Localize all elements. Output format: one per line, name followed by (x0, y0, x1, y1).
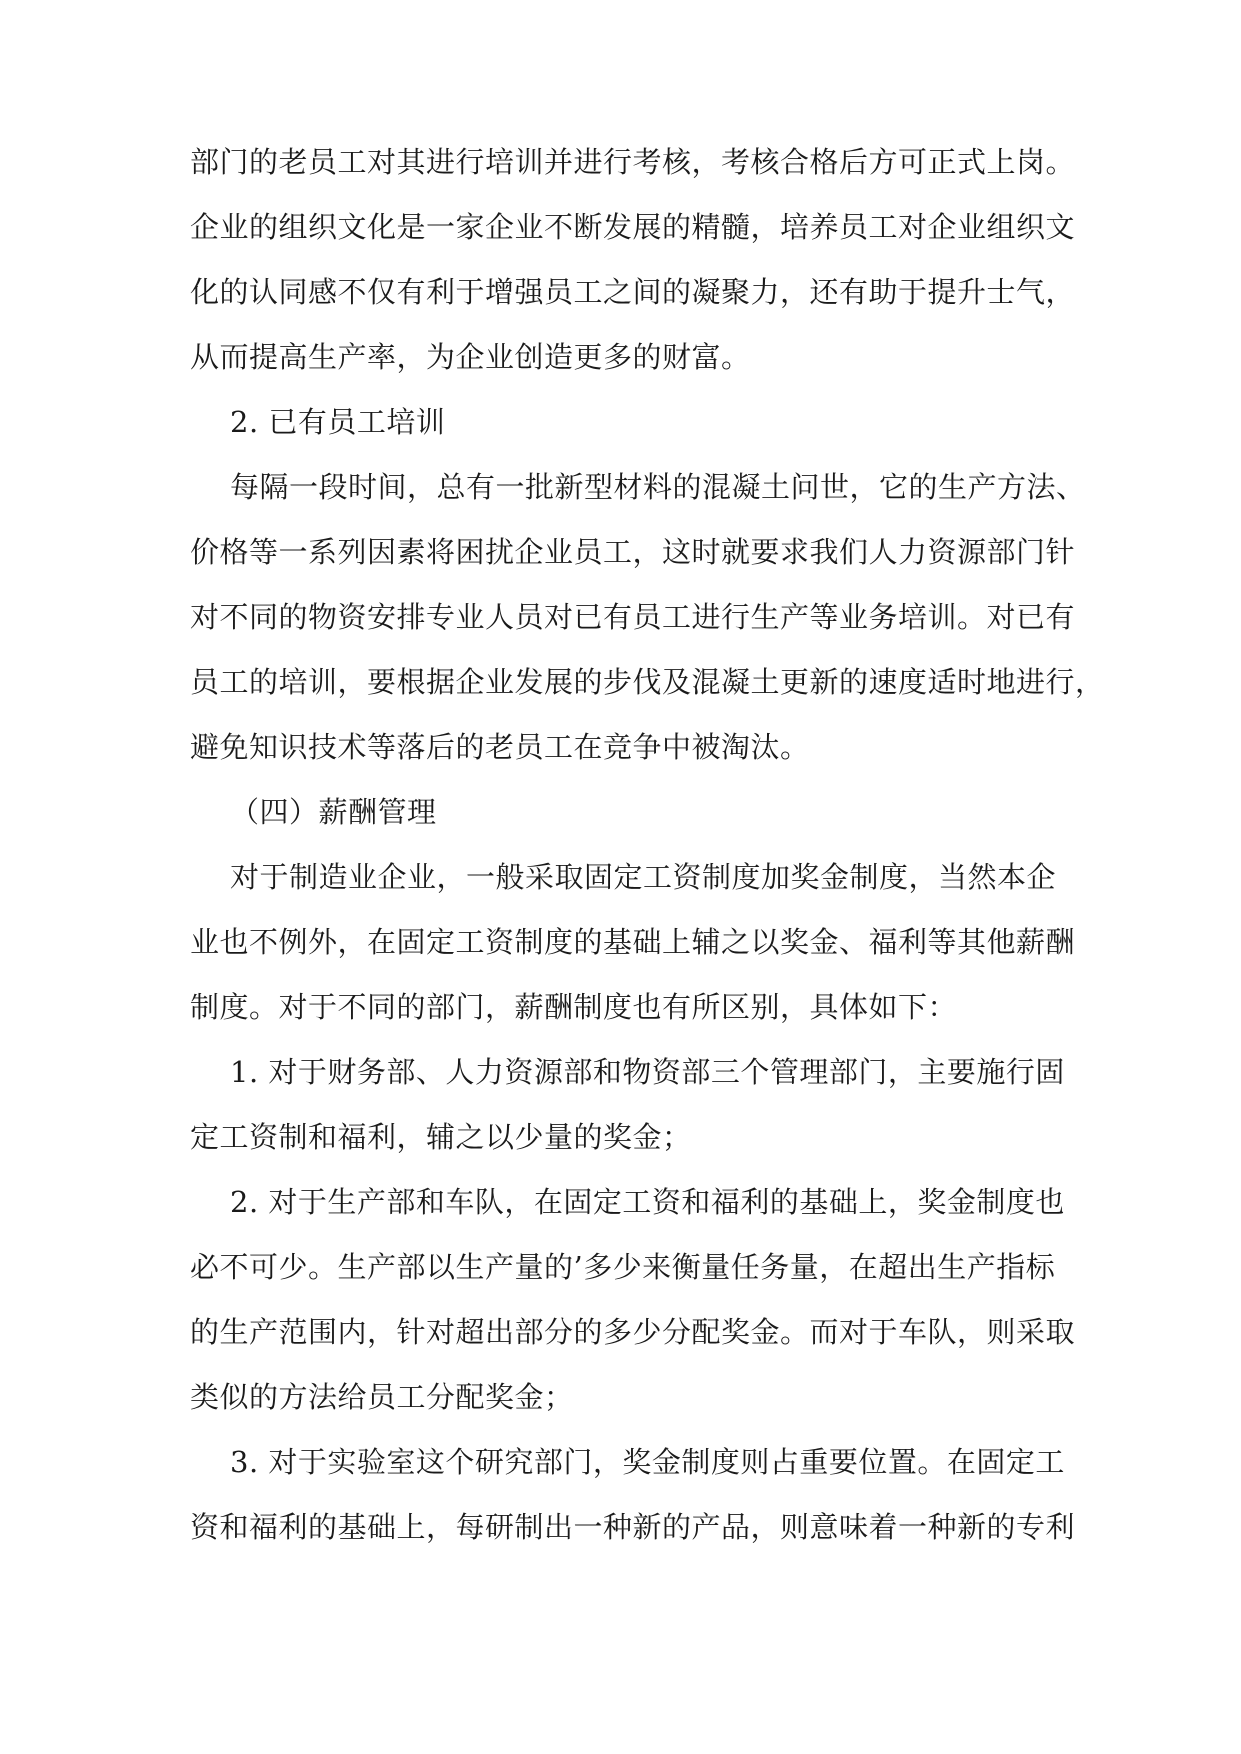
text-line: 从而提高生产率，为企业创造更多的财富。 (190, 340, 751, 374)
text-line: 的生产范围内，针对超出部分的多少分配奖金。而对于车队，则采取 (190, 1315, 1076, 1349)
text-line: 定工资制和福利，辅之以少量的奖金； (190, 1120, 692, 1154)
list-item-3: 3. 对于实验室这个研究部门，奖金制度则占重要位置。在固定工 (230, 1445, 1065, 1479)
text-line: 价格等一系列因素将困扰企业员工，这时就要求我们人力资源部门针 (190, 535, 1076, 569)
text-line: 对不同的物资安排专业人员对已有员工进行生产等业务培训。对已有 (190, 600, 1076, 634)
section-heading: （四）薪酬管理 (230, 795, 437, 829)
paragraph-start: 每隔一段时间，总有一批新型材料的混凝土问世，它的生产方法、 (230, 470, 1086, 504)
text-line: 类似的方法给员工分配奖金； (190, 1380, 574, 1414)
text-line: 资和福利的基础上，每研制出一种新的产品，则意味着一种新的专利 (190, 1510, 1076, 1544)
text-line: 业也不例外，在固定工资制度的基础上辅之以奖金、福利等其他薪酬 (190, 925, 1076, 959)
text-line: 员工的培训，要根据企业发展的步伐及混凝土更新的速度适时地进行， (190, 665, 1105, 699)
text-line: 制度。对于不同的部门，薪酬制度也有所区别，具体如下： (190, 990, 958, 1024)
section-heading: 2. 已有员工培训 (230, 405, 446, 439)
text-line: 部门的老员工对其进行培训并进行考核，考核合格后方可正式上岗。 (190, 145, 1076, 179)
text-line: 化的认同感不仅有利于增强员工之间的凝聚力，还有助于提升士气， (190, 275, 1076, 309)
list-item-1: 1. 对于财务部、人力资源部和物资部三个管理部门，主要施行固 (230, 1055, 1065, 1089)
list-item-2: 2. 对于生产部和车队，在固定工资和福利的基础上，奖金制度也 (230, 1185, 1065, 1219)
paragraph-start: 对于制造业企业，一般采取固定工资制度加奖金制度，当然本企 (230, 860, 1057, 894)
text-line: 避免知识技术等落后的老员工在竞争中被淘汰。 (190, 730, 810, 764)
text-line: 必不可少。生产部以生产量的’多少来衡量任务量，在超出生产指标 (190, 1250, 1056, 1284)
text-line: 企业的组织文化是一家企业不断发展的精髓，培养员工对企业组织文 (190, 210, 1076, 244)
